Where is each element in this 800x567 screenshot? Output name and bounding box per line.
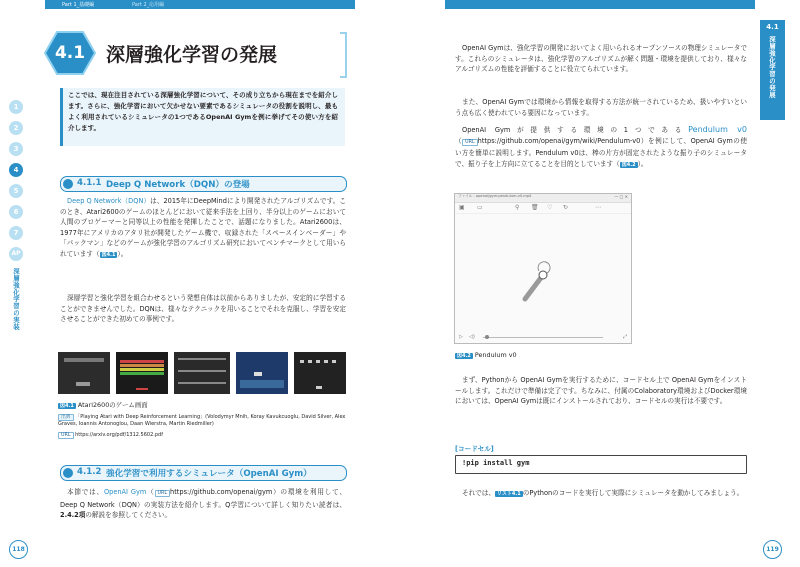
- figure-caption-text: Pendulum v0: [474, 351, 517, 359]
- header-part1: Part 1_基礎編: [62, 2, 95, 8]
- source-text: 「Playing Atari with Deep Reinforcement Learning」(Volodymyr Mnih, Koray Kavukcuoglu, David Silver, Alex Graves, Ioannis Antonoglou, Daan Wierstra, Martin Riedmiller): [58, 414, 346, 427]
- atari-screenshots: [58, 352, 346, 394]
- figure-caption-4-2: [455, 351, 517, 359]
- delete-icon[interactable]: 🗑: [531, 204, 539, 211]
- side-nav-item[interactable]: 7: [9, 226, 23, 240]
- zoom-icon[interactable]: ⚲: [515, 204, 520, 211]
- section-heading-412: [60, 465, 347, 481]
- source-url: [58, 432, 163, 438]
- section-number: 4.1.1: [77, 178, 102, 188]
- para-text: ）。: [117, 249, 128, 258]
- pendulum-rod: [525, 275, 543, 299]
- side-nav-item[interactable]: 5: [9, 184, 23, 198]
- chapter-number: 4.1: [54, 43, 86, 63]
- video-window: [454, 193, 632, 344]
- play-icon[interactable]: ▷: [459, 334, 463, 340]
- side-nav-item[interactable]: 6: [9, 205, 23, 219]
- para-text: 本節では、: [67, 488, 104, 496]
- section-bullet-icon: [63, 179, 73, 189]
- para-text: （: [455, 136, 463, 145]
- term-pendulum: Pendulum v0: [688, 125, 747, 134]
- right-tab-number: 4.1: [766, 23, 779, 31]
- figure-ref-4-2[interactable]: 図4.2: [621, 161, 636, 168]
- right-tab-label: 深層強化学習の発展: [768, 36, 776, 99]
- url-chip: URL: [58, 432, 74, 439]
- chapter-title: 深層強化学習の発展: [106, 44, 278, 66]
- url-chip: URL: [462, 139, 478, 146]
- pendulum-canvas: [455, 213, 631, 331]
- section-number: 4.1.2: [77, 467, 102, 477]
- source-url-link[interactable]: https://arxiv.org/pdf/1312.5602.pdf: [75, 432, 163, 438]
- seek-bar[interactable]: [483, 337, 603, 338]
- para-text: は、2015年にDeepMindにより開発されたアルゴリズムです。このとき、Atari2600のゲームのほとんどにおいて従来手法を上回り、半分以上のゲームにおいて人間のプロゲーマーと同等以上の性能を発揮したことで、話題になりました。Atari2600は、1977年にアメリカのアタリ社が開発したゲーム機で、収録された「スペースインベーダー」や「パックマン」などのゲームが強化学習のアルゴリズム研究においてベンチマークとして用いられています（: [60, 197, 346, 258]
- para-dqn-intro: [60, 196, 346, 261]
- code-cell-header: [コードセル]: [455, 445, 494, 453]
- side-nav-item[interactable]: AP: [9, 247, 23, 261]
- para-text: 2.4.2項: [60, 511, 86, 520]
- rotate-icon[interactable]: ↻: [563, 204, 569, 211]
- para-text: のPythonのコードを実行して実際にシミュレータを動かしてみましょう。: [522, 489, 744, 497]
- video-controls: [455, 333, 631, 343]
- photo-icon[interactable]: ▣: [459, 204, 465, 211]
- window-controls-icon[interactable]: — □ ✕: [614, 194, 628, 199]
- para-openai-gym: [60, 487, 346, 521]
- para-text: ）。: [637, 159, 648, 168]
- term-dqn: Deep Q Network（DQN）: [67, 197, 151, 205]
- side-nav-item-active[interactable]: 4: [9, 163, 23, 177]
- side-nav-item[interactable]: 1: [9, 100, 23, 114]
- para-text: OpenAI Gymが提供する環境の1つである: [462, 126, 689, 134]
- section-bullet-icon: [63, 468, 73, 478]
- page-number-left: 118: [9, 540, 28, 559]
- video-title-bar: [455, 194, 631, 203]
- figure-ref-4-1[interactable]: 図4.1: [101, 251, 116, 258]
- para-text: の解説を参照してください。: [85, 511, 172, 520]
- video-title: ファイル - openai/gym:pendulum-v0.mp4: [458, 194, 532, 198]
- fullscreen-icon[interactable]: ⤢: [622, 334, 627, 340]
- section-title: Deep Q Network（DQN）の登場: [106, 180, 250, 190]
- side-nav: [9, 100, 25, 330]
- para-text: https://github.com/openai/gym/wiki/Pendulum-v0）を例にして、OpenAI Gymの使い方を簡単に説明します。Pendulum v0は、棒の片方が固定されたような振り子のシミュレータで、振り子を上方向に立てることを目的としています（: [455, 136, 748, 168]
- para-install: まず、Pythonから OpenAI Gymを実行するために、コードセル上で OpenAI Gymをインストールします。これだけで準備は完了です。ちなみに、付属のColaboratory環境およびDocker環境においては、OpenAI Gymは既にインストールされており、コードセルの実行は不要です。: [455, 376, 747, 406]
- play-list-icon[interactable]: ▭: [477, 204, 483, 211]
- page-number-right: 119: [763, 540, 782, 559]
- para-text: （: [146, 488, 155, 496]
- more-icon[interactable]: ⋯: [595, 204, 601, 211]
- side-nav-item[interactable]: 3: [9, 142, 23, 156]
- figure-caption-text: Atari2600のゲーム画面: [77, 401, 148, 409]
- figure-label: 図4.2: [457, 353, 471, 359]
- para-text: それでは、: [462, 489, 495, 497]
- intro-text: ここでは、現在注目されている深層強化学習について、その成り立ちから現在までを紹介します。さらに、強化学習において欠かせない要素であるシミュレータの役割を説明し、最もよく利用されているシミュレータの1つであるOpenAI Gymを例に挙げてその使い方を紹介します。: [68, 91, 338, 132]
- code-cell[interactable]: [455, 455, 747, 474]
- favorite-icon[interactable]: ♡: [547, 204, 553, 211]
- figure-label: 図4.1: [60, 403, 74, 409]
- source-chip: 出典: [58, 414, 74, 421]
- para-gym-uniform: また、OpenAI Gymでは環境から情報を取得する方法が統一されているため、扱いやすいという点も広く使われている要因になっています。: [455, 98, 747, 117]
- para-run: [455, 488, 747, 500]
- url-chip: URL: [155, 490, 171, 497]
- para-text: https://github.com/openai/gym）の環境を利用して、Deep Q Network（DQN）の実装方法を紹介します。Q学習について詳しく知りたい読者は、: [60, 488, 347, 509]
- para-dqn-history: 深層学習と強化学習を組合わせるという発想自体は以前からありましたが、安定的に学習することができませんでした。DQNは、様々なテクニックを用いることでそれを克服し、学習を安定させることができた初めての事例です。: [60, 294, 346, 324]
- section-title: 強化学習で利用するシミュレータ（OpenAI Gym）: [106, 469, 312, 479]
- list-ref-4-1[interactable]: リスト4.1: [496, 491, 521, 497]
- code-text: !pip install gym: [462, 459, 530, 467]
- para-gym-about: OpenAI Gymは、強化学習の開発においてよく用いられるオープンソースの物理シミュレータです。これらのシミュレータは、強化学習のアルゴリズムが解く問題・環境を提供しており、様々なアルゴリズムの性能を評価することに役立てられています。: [455, 44, 747, 74]
- header-part2: Part 2_応用編: [132, 2, 165, 8]
- para-pendulum: [455, 125, 747, 170]
- term-openai-gym: OpenAI Gym: [103, 488, 147, 496]
- section-heading-411: [60, 176, 347, 192]
- chapter-title-bracket: [340, 32, 347, 78]
- side-nav-item[interactable]: 2: [9, 121, 23, 135]
- right-header-bar: [445, 0, 755, 9]
- seek-handle[interactable]: [485, 335, 489, 339]
- figure-caption-4-1: [58, 400, 148, 409]
- source-citation: [58, 414, 348, 428]
- pendulum-pivot: [539, 271, 547, 279]
- volume-icon[interactable]: ◁): [469, 334, 475, 340]
- chapter-number-hex: [44, 30, 96, 76]
- side-nav-label: 深層強化学習の実装: [12, 268, 20, 331]
